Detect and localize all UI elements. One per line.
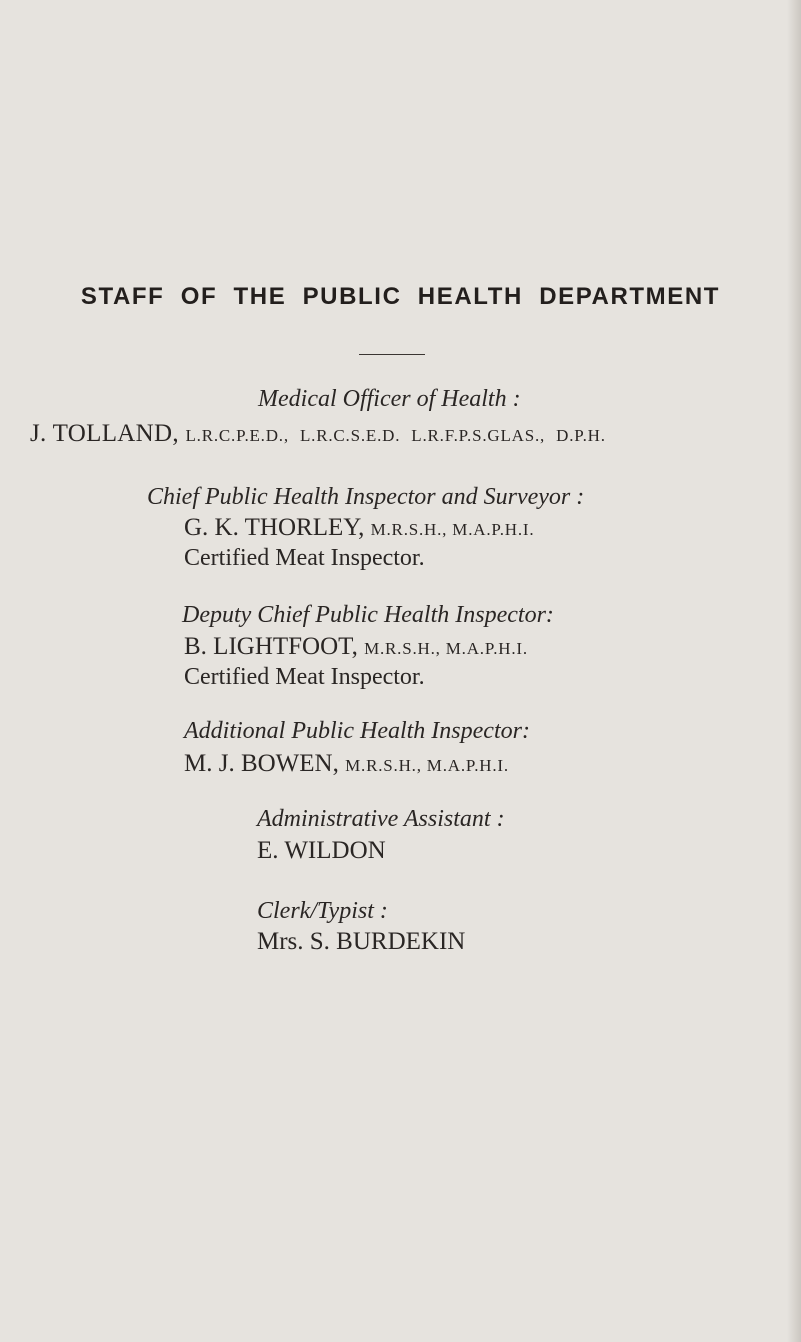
staff-name-thorley <box>184 514 534 542</box>
staff-name-bowen <box>184 750 509 778</box>
qualifications: M.R.S.H., M.A.P.H.I. <box>364 639 528 658</box>
role-clerk-typist: Clerk/Typist : <box>257 898 388 924</box>
staff-name-wildon: E. WILDON <box>257 837 386 864</box>
role-administrative-assistant: Administrative Assistant : <box>257 806 505 832</box>
name-text: G. K. THORLEY, <box>184 514 371 541</box>
qualifications: M.R.S.H., M.A.P.H.I. <box>345 756 509 775</box>
role-additional-inspector: Additional Public Health Inspector: <box>184 718 530 744</box>
role-deputy-chief-inspector: Deputy Chief Public Health Inspector: <box>182 602 554 628</box>
role-medical-officer: Medical Officer of Health : <box>258 386 521 412</box>
certification-note: Certified Meat Inspector. <box>184 545 425 571</box>
staff-name-tolland <box>30 420 606 448</box>
role-chief-inspector: Chief Public Health Inspector and Surveyor : <box>147 484 585 510</box>
name-text: B. LIGHTFOOT, <box>184 633 365 660</box>
name-text: J. TOLLAND, <box>30 420 186 447</box>
title-divider <box>359 354 425 355</box>
page-title: STAFF OF THE PUBLIC HEALTH DEPARTMENT <box>80 283 721 310</box>
staff-name-lightfoot <box>184 633 528 661</box>
name-text: M. J. BOWEN, <box>184 750 346 777</box>
certification-note: Certified Meat Inspector. <box>184 664 425 690</box>
qualifications: M.R.S.H., M.A.P.H.I. <box>370 520 535 539</box>
qualifications: L.R.C.P.E.D., L.R.C.S.E.D. L.R.F.P.S.GLAS., D.P.H. <box>185 426 606 445</box>
staff-name-burdekin: Mrs. S. BURDEKIN <box>257 928 466 955</box>
page-edge-shadow <box>787 0 801 1342</box>
